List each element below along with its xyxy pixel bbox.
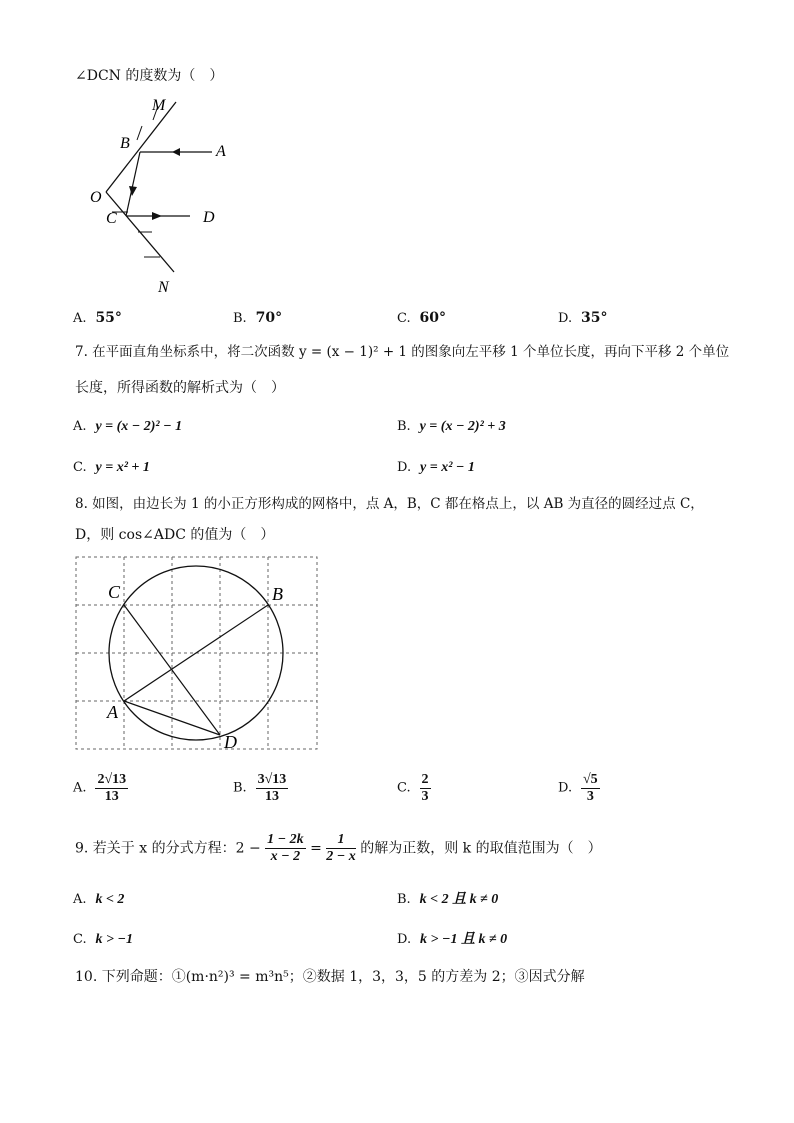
label-B: B [272, 584, 283, 604]
label-O: O [90, 189, 102, 206]
q8-line2: D，则 cos∠ADC 的值为（ ） [75, 527, 275, 543]
q6-option-d[interactable]: D. 35° [558, 310, 608, 326]
q8-line1: 8. 如图，由边长为 1 的小正方形构成的网格中，点 A，B，C 都在格点上，以 AB 为直径的圆经过点 C， [75, 496, 704, 512]
label-A: A [216, 143, 226, 160]
q7-option-a[interactable]: A. y = (x − 2)² − 1 [73, 419, 183, 434]
q7-line1: 7. 在平面直角坐标系中，将二次函数 y = (x − 1)² + 1 的图象向左平移 1 个单位长度，再向下平移 2 个单位 [75, 344, 730, 360]
label-D: D [224, 732, 237, 752]
q7-option-b[interactable]: B. y = (x − 2)² + 3 [397, 419, 506, 434]
label-M: M [152, 97, 166, 114]
q10-stem: 10. 下列命题：①(m·n²)³ = m³n⁵；②数据 1，3，3，5 的方差为 2；③因式分解 [75, 969, 585, 985]
q8-option-a[interactable]: A. $\frac{2√13}{13}$ [73, 772, 127, 804]
q7-option-c[interactable]: C. y = x² + 1 [73, 460, 150, 475]
q6-option-c[interactable]: C. 60° [397, 310, 447, 326]
q8-option-b[interactable]: B. $\frac{3√13}{13}$ [233, 772, 287, 804]
label-A: A [107, 702, 118, 722]
label-C: C [108, 582, 121, 602]
q6-stem: ∠DCN 的度数为（ ） [75, 68, 224, 84]
q9-stem: 9. 若关于 x 的分式方程：2 − $\frac{1 - 2k}{x - 2}$ = $\frac{1}{2 - x}$ 的解为正数，则 k 的取值范围为（ ） [75, 832, 602, 864]
q9-option-c[interactable]: C. k > −1 [73, 932, 133, 947]
label-C: C [106, 210, 117, 227]
q6-option-a[interactable]: A. 55° [73, 310, 122, 326]
q6-option-b[interactable]: B. 70° [233, 310, 283, 326]
label-B: B [120, 135, 130, 152]
q7-option-d[interactable]: D. y = x² − 1 [397, 460, 475, 475]
q9-option-d[interactable]: D. k > −1 且 k ≠ 0 [397, 932, 508, 947]
q9-option-a[interactable]: A. k < 2 [73, 892, 125, 907]
q9-option-b[interactable]: B. k < 2 且 k ≠ 0 [397, 892, 499, 907]
q7-line2: 长度，所得函数的解析式为（ ） [75, 380, 285, 396]
q8-option-c[interactable]: C. $\frac{2}{3}$ [397, 772, 429, 804]
label-D: D [203, 209, 215, 226]
q8-figure [74, 555, 324, 755]
q8-option-d[interactable]: D. $\frac{√5}{3}$ [558, 772, 598, 804]
label-N: N [158, 279, 169, 296]
q6-figure [80, 92, 320, 296]
